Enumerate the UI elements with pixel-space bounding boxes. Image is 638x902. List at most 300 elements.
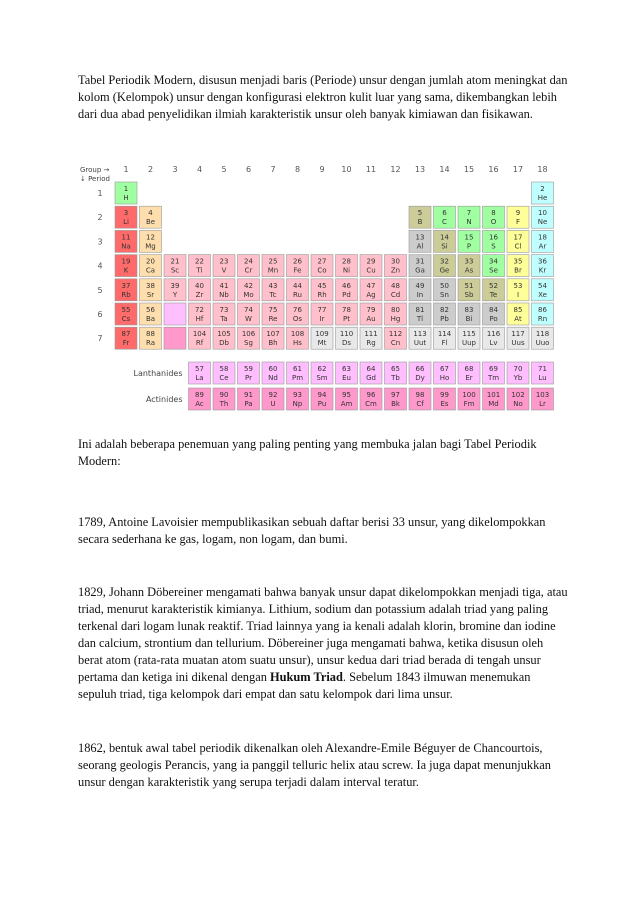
element-cell xyxy=(507,362,529,384)
paragraph-1829-text-a: 1829, Johann Döbereiner mengamati bahwa banyak unsur dapat dikelompokkan menjadi tiga, atau triad, menurut karakteristik kimianya. Lithium, sodium dan potassium adalah triad yang paling terkenal dari logam lunak reaktif. Triad lainnya yang ia kenali adalah klorin, bromine dan iodine dan calcium, strontium dan tellurium. Döbereiner juga mengamati bahwa, ketika disusun oleh berat atom (rata-rata muatan atom suatu unsur), unsur kedua dari triad berada di tengah unsur pertama dan ketiga ini dikenal dengan xyxy=(78,585,568,684)
element-symbol: Dy xyxy=(415,374,425,382)
element-cell xyxy=(434,362,456,384)
element-symbol: Mn xyxy=(267,266,279,275)
element-symbol: Ga xyxy=(415,266,425,275)
atomic-number: 29 xyxy=(366,257,376,266)
element-cell xyxy=(336,362,358,384)
element-cell xyxy=(213,327,235,349)
atomic-number: 95 xyxy=(342,391,351,399)
element-symbol: Uus xyxy=(511,339,525,348)
element-cell xyxy=(532,182,554,204)
paragraph-1862: 1862, bentuk awal tabel periodik dikenalkan oleh Alexandre-Emile Béguyer de Chancourtois, seorang geologis Perancis, yang ia panggil telluric helix atau screw. Ia juga dapat menunjukkan unsur dengan karakteristik yang serupa terjadi dalam interval teratur. xyxy=(78,741,551,789)
atomic-number: 55 xyxy=(121,306,131,314)
element-symbol: Ra xyxy=(146,339,155,348)
element-cell xyxy=(507,230,529,252)
element-cell xyxy=(262,362,284,384)
element-symbol: Ta xyxy=(220,315,228,323)
period-number: 1 xyxy=(97,189,103,198)
element-symbol: Al xyxy=(416,242,424,251)
group-number: 12 xyxy=(390,165,401,174)
element-symbol: He xyxy=(537,194,548,202)
element-cell xyxy=(115,182,137,204)
element-symbol: Db xyxy=(219,339,229,348)
element-symbol: Sr xyxy=(146,290,155,299)
atomic-number: 109 xyxy=(315,330,329,339)
atomic-number: 89 xyxy=(195,391,204,399)
element-symbol: Ge xyxy=(439,266,450,275)
group-number: 16 xyxy=(488,165,499,174)
element-symbol: Ce xyxy=(219,374,229,382)
element-symbol: Ir xyxy=(319,315,325,323)
element-cell xyxy=(262,303,284,325)
element-cell xyxy=(311,327,333,349)
atomic-number: 52 xyxy=(489,281,498,290)
atomic-number: 11 xyxy=(121,233,131,242)
atomic-number: 71 xyxy=(538,365,547,373)
element-cell xyxy=(434,230,456,252)
element-symbol: Ti xyxy=(196,266,203,275)
element-cell xyxy=(434,327,456,349)
element-cell xyxy=(238,255,260,277)
element-cell xyxy=(532,255,554,277)
element-cell xyxy=(360,255,382,277)
element-cell xyxy=(262,255,284,277)
element-symbol: Am xyxy=(340,400,353,408)
atomic-number: 66 xyxy=(415,365,425,373)
element-symbol: Ho xyxy=(439,374,450,382)
atomic-number: 51 xyxy=(464,281,474,290)
element-symbol: Bi xyxy=(465,315,473,323)
element-cell xyxy=(238,388,260,410)
element-cell xyxy=(287,362,309,384)
element-symbol: At xyxy=(514,315,522,323)
element-symbol: Y xyxy=(172,290,178,299)
atomic-number: 27 xyxy=(317,257,327,266)
element-symbol: Fm xyxy=(463,400,475,408)
atomic-number: 62 xyxy=(317,365,327,373)
atomic-number: 88 xyxy=(146,330,155,339)
period-axis-label: ↓ Period xyxy=(80,175,110,183)
element-cell xyxy=(287,279,309,301)
group-number: 3 xyxy=(172,165,178,174)
atomic-number: 36 xyxy=(538,257,547,266)
element-symbol: No xyxy=(513,400,523,408)
atomic-number: 117 xyxy=(511,330,525,339)
atomic-number: 3 xyxy=(123,209,129,218)
element-cell xyxy=(213,388,235,410)
atomic-number: 78 xyxy=(342,306,351,314)
atomic-number: 49 xyxy=(415,281,425,290)
element-symbol: Li xyxy=(123,218,129,227)
atomic-number: 38 xyxy=(146,281,155,290)
atomic-number: 81 xyxy=(415,306,425,314)
element-symbol: Sg xyxy=(244,339,253,348)
element-cell xyxy=(262,279,284,301)
element-symbol: Kr xyxy=(538,266,547,275)
element-symbol: Eu xyxy=(342,374,351,382)
atomic-number: 65 xyxy=(391,365,400,373)
element-symbol: Ni xyxy=(342,266,351,275)
element-symbol: O xyxy=(490,218,497,227)
atomic-number: 96 xyxy=(366,391,376,399)
atomic-number: 61 xyxy=(293,365,302,373)
element-symbol: Lr xyxy=(539,400,546,408)
element-cell xyxy=(287,255,309,277)
element-symbol: Pb xyxy=(440,315,449,323)
atomic-number: 100 xyxy=(462,391,476,399)
element-symbol: Zn xyxy=(390,266,401,275)
element-symbol: S xyxy=(491,242,496,251)
group-number: 2 xyxy=(147,165,154,174)
atomic-number: 15 xyxy=(464,233,474,242)
group-number: 8 xyxy=(294,165,301,174)
element-cell xyxy=(409,388,431,410)
atomic-number: 70 xyxy=(513,365,523,373)
element-symbol: Po xyxy=(489,315,498,323)
element-cell xyxy=(311,362,333,384)
element-symbol: Ag xyxy=(366,290,376,299)
element-symbol: B xyxy=(417,218,423,227)
atomic-number: 13 xyxy=(415,233,425,242)
atomic-number: 43 xyxy=(268,281,278,290)
element-cell xyxy=(385,388,407,410)
element-symbol: Ru xyxy=(293,290,302,299)
atomic-number: 110 xyxy=(339,330,354,339)
atomic-number: 1 xyxy=(123,185,129,193)
atomic-number: 75 xyxy=(268,306,278,314)
element-cell xyxy=(311,388,333,410)
atomic-number: 63 xyxy=(342,365,351,373)
element-symbol: Cr xyxy=(244,266,253,275)
element-symbol: Uuo xyxy=(535,339,550,348)
group-number: 7 xyxy=(270,165,276,174)
period-number: 2 xyxy=(97,213,103,223)
element-symbol: Te xyxy=(489,290,498,299)
element-symbol: Cl xyxy=(514,242,522,251)
element-cell xyxy=(115,279,137,301)
element-symbol: Be xyxy=(145,218,156,227)
element-cell xyxy=(532,279,554,301)
atomic-number: 84 xyxy=(489,306,498,314)
period-number: 3 xyxy=(97,237,103,247)
atomic-number: 33 xyxy=(464,257,474,266)
element-symbol: C xyxy=(442,218,447,227)
atomic-number: 87 xyxy=(121,330,131,339)
atomic-number: 16 xyxy=(489,233,498,242)
element-symbol: N xyxy=(466,218,472,227)
element-cell xyxy=(115,230,137,252)
element-cell xyxy=(483,255,505,277)
element-cell xyxy=(385,327,407,349)
atomic-number: 46 xyxy=(342,281,351,290)
element-box xyxy=(164,327,186,349)
element-cell xyxy=(458,230,480,252)
atomic-number: 74 xyxy=(244,306,253,314)
atomic-number: 47 xyxy=(366,281,376,290)
element-symbol: Sn xyxy=(440,290,449,299)
atomic-number: 28 xyxy=(342,257,351,266)
element-cell xyxy=(458,279,480,301)
element-cell xyxy=(140,279,162,301)
element-cell xyxy=(409,303,431,325)
element-cell xyxy=(336,255,358,277)
period-number: 4 xyxy=(97,261,103,271)
element-symbol: K xyxy=(123,266,129,275)
group-number: 9 xyxy=(319,165,325,174)
atomic-number: 37 xyxy=(121,281,131,290)
group-number: 14 xyxy=(439,165,450,174)
element-cell xyxy=(287,327,309,349)
element-symbol: Na xyxy=(121,242,131,251)
element-cell xyxy=(532,388,554,410)
element-symbol: Si xyxy=(441,242,448,251)
element-cell xyxy=(360,279,382,301)
atomic-number: 58 xyxy=(219,365,229,373)
element-symbol: Yb xyxy=(513,374,523,382)
atomic-number: 116 xyxy=(486,330,501,339)
atomic-number: 97 xyxy=(391,391,400,399)
group-axis-label: Group → xyxy=(80,166,110,174)
group-number: 6 xyxy=(245,165,252,174)
element-cell xyxy=(140,230,162,252)
element-cell xyxy=(385,362,407,384)
element-symbol: In xyxy=(416,290,424,299)
element-symbol: Mt xyxy=(317,339,327,348)
atomic-number: 24 xyxy=(244,257,253,266)
element-symbol: Mo xyxy=(243,290,254,299)
element-symbol: Er xyxy=(465,374,473,382)
element-cell xyxy=(507,327,529,349)
atomic-number: 18 xyxy=(538,233,547,242)
paragraph-1789: 1789, Antoine Lavoisier mempublikasikan sebuah daftar berisi 33 unsur, yang dikelompokkan secara sederhana ke gas, logam, non logam, dan bumi. xyxy=(78,515,546,546)
element-symbol: Sc xyxy=(170,266,180,275)
hukum-triad-term: Hukum Triad xyxy=(269,670,343,684)
element-symbol: Hg xyxy=(390,315,401,323)
periodic-table xyxy=(78,160,558,415)
element-cell xyxy=(115,255,137,277)
atomic-number: 5 xyxy=(417,209,423,218)
element-symbol: La xyxy=(195,374,204,382)
element-symbol: Es xyxy=(440,400,449,408)
atomic-number: 21 xyxy=(170,257,180,266)
element-cell xyxy=(140,327,162,349)
element-cell xyxy=(434,388,456,410)
element-cell xyxy=(336,327,358,349)
element-symbol: Ba xyxy=(145,315,156,323)
element-symbol: Rb xyxy=(121,290,131,299)
atomic-number: 85 xyxy=(513,306,523,314)
element-symbol: Ca xyxy=(145,266,156,275)
atomic-number: 86 xyxy=(538,306,547,314)
atomic-number: 98 xyxy=(415,391,425,399)
element-symbol: Ds xyxy=(341,339,352,348)
element-symbol: Pa xyxy=(244,400,253,408)
element-cell xyxy=(287,303,309,325)
element-cell xyxy=(238,303,260,325)
element-symbol: Os xyxy=(292,315,303,323)
atomic-number: 60 xyxy=(268,365,278,373)
element-cell xyxy=(360,362,382,384)
period-number: 5 xyxy=(97,285,103,295)
element-cell xyxy=(458,303,480,325)
atomic-number: 92 xyxy=(268,391,278,399)
atomic-number: 64 xyxy=(366,365,376,373)
atomic-number: 99 xyxy=(440,391,449,399)
element-cell xyxy=(434,206,456,228)
element-symbol: Se xyxy=(489,266,498,275)
element-cell xyxy=(164,279,186,301)
element-cell xyxy=(458,388,480,410)
atomic-number: 57 xyxy=(195,365,204,373)
atomic-number: 25 xyxy=(268,257,278,266)
element-cell xyxy=(507,303,529,325)
element-cell xyxy=(213,279,235,301)
paragraph-1829 xyxy=(78,584,568,703)
element-cell xyxy=(140,255,162,277)
element-cell xyxy=(483,327,505,349)
paragraph-1829-text-b: . Sebelum 1843 ilmuwan menemukan sepuluh triad, tiga kelompok dari empat dan satu kelompok dari lima unsur. xyxy=(78,670,531,701)
period-number: 7 xyxy=(97,334,103,344)
element-cell xyxy=(287,388,309,410)
element-cell xyxy=(311,255,333,277)
atomic-number: 91 xyxy=(244,391,253,399)
element-cell xyxy=(532,206,554,228)
group-number: 11 xyxy=(365,165,377,174)
intro-paragraph: Tabel Periodik Modern, disusun menjadi baris (Periode) unsur dengan jumlah atom meningkat dan kolom (Kelompok) unsur dengan konfigurasi elektron kulit luar yang sama, dikembangkan lebih dari dua abad penyelidikan ilmiah karakteristik unsur oleh banyak kimiawan dan fisikawan. xyxy=(78,73,568,121)
group-number: 10 xyxy=(341,165,352,174)
atomic-number: 8 xyxy=(491,209,496,218)
atomic-number: 68 xyxy=(464,365,474,373)
element-symbol: Lu xyxy=(538,374,547,382)
element-symbol: V xyxy=(221,266,227,275)
atomic-number: 30 xyxy=(391,257,400,266)
atomic-number: 115 xyxy=(462,330,476,339)
element-symbol: Cn xyxy=(390,339,401,348)
element-symbol: Gd xyxy=(366,374,376,382)
element-symbol: Tc xyxy=(269,290,277,299)
element-cell xyxy=(507,388,529,410)
element-symbol: Lv xyxy=(489,339,498,348)
atomic-number: 41 xyxy=(219,281,229,290)
element-symbol: Pm xyxy=(291,374,304,382)
atomic-number: 90 xyxy=(219,391,229,399)
atomic-number: 10 xyxy=(538,209,547,218)
atomic-number: 94 xyxy=(317,391,327,399)
atomic-number: 76 xyxy=(293,306,302,314)
atomic-number: 48 xyxy=(391,281,400,290)
element-symbol: Np xyxy=(292,400,303,408)
element-cell xyxy=(336,388,358,410)
element-symbol: Cf xyxy=(416,400,424,408)
atomic-number: 102 xyxy=(511,391,525,399)
element-symbol: Fe xyxy=(293,266,302,275)
actinides-label: Actinides xyxy=(145,395,183,404)
group-number: 15 xyxy=(463,165,475,174)
period-number: 6 xyxy=(97,310,103,319)
element-symbol: Rf xyxy=(195,339,204,348)
element-cell xyxy=(483,362,505,384)
element-cell xyxy=(115,327,137,349)
element-cell xyxy=(164,303,186,325)
element-cell xyxy=(532,327,554,349)
element-cell xyxy=(213,303,235,325)
element-symbol: As xyxy=(464,266,474,275)
element-cell xyxy=(483,388,505,410)
atomic-number: 54 xyxy=(538,281,547,290)
atomic-number: 112 xyxy=(388,330,403,339)
atomic-number: 26 xyxy=(293,257,302,266)
atomic-number: 106 xyxy=(241,330,256,339)
atomic-number: 22 xyxy=(195,257,204,266)
atomic-number: 7 xyxy=(466,209,472,218)
element-symbol: Pt xyxy=(343,315,350,323)
element-cell xyxy=(164,255,186,277)
element-cell xyxy=(458,255,480,277)
element-cell xyxy=(483,230,505,252)
atomic-number: 34 xyxy=(489,257,498,266)
element-cell xyxy=(458,327,480,349)
element-symbol: Cm xyxy=(365,400,377,408)
element-symbol: Au xyxy=(366,315,376,323)
group-number: 13 xyxy=(414,165,426,174)
element-cell xyxy=(532,362,554,384)
element-symbol: Uup xyxy=(461,339,477,348)
atomic-number: 103 xyxy=(535,391,550,399)
group-number: 5 xyxy=(221,165,227,174)
element-symbol: Cs xyxy=(121,315,131,323)
atomic-number: 73 xyxy=(219,306,229,314)
element-cell xyxy=(238,279,260,301)
element-symbol: Th xyxy=(219,400,229,408)
element-symbol: Hf xyxy=(195,315,204,323)
element-cell xyxy=(360,388,382,410)
element-cell xyxy=(434,303,456,325)
atomic-number: 19 xyxy=(121,257,131,266)
atomic-number: 69 xyxy=(489,365,498,373)
element-cell xyxy=(336,279,358,301)
element-cell xyxy=(360,303,382,325)
atomic-number: 72 xyxy=(195,306,204,314)
atomic-number: 56 xyxy=(146,306,155,314)
atomic-number: 45 xyxy=(317,281,327,290)
element-cell xyxy=(532,230,554,252)
element-cell xyxy=(532,303,554,325)
atomic-number: 59 xyxy=(244,365,253,373)
element-symbol: Pd xyxy=(342,290,351,299)
element-symbol: Bk xyxy=(391,400,400,408)
atomic-number: 2 xyxy=(540,185,545,193)
group-number: 4 xyxy=(196,165,203,174)
element-cell xyxy=(483,279,505,301)
element-symbol: Ar xyxy=(538,242,547,251)
element-symbol: Pr xyxy=(245,374,252,382)
atomic-number: 77 xyxy=(317,306,327,314)
element-cell xyxy=(140,206,162,228)
element-cell xyxy=(311,279,333,301)
atomic-number: 4 xyxy=(148,209,153,218)
atomic-number: 53 xyxy=(513,281,523,290)
element-cell xyxy=(140,303,162,325)
element-symbol: Bh xyxy=(268,339,278,348)
atomic-number: 105 xyxy=(217,330,231,339)
atomic-number: 114 xyxy=(437,330,452,339)
element-symbol: Nd xyxy=(268,374,278,382)
element-cell xyxy=(115,303,137,325)
element-symbol: Zr xyxy=(195,290,204,299)
element-symbol: Cd xyxy=(390,290,401,299)
element-symbol: Uut xyxy=(413,339,427,348)
element-symbol: Rn xyxy=(537,315,548,323)
